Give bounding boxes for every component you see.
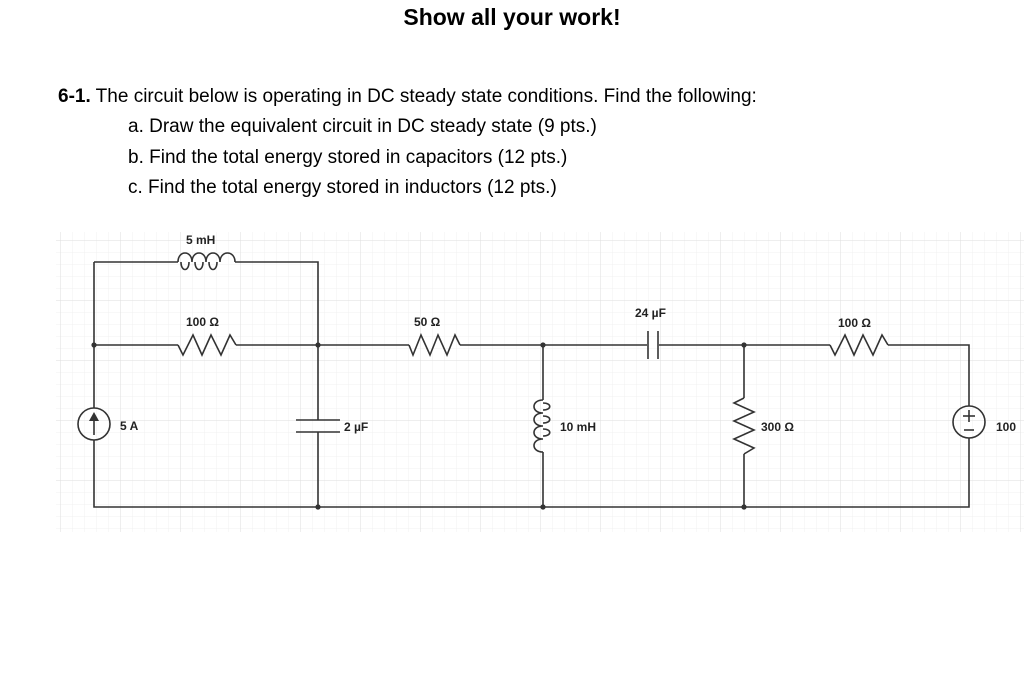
problem-item-b: b. Find the total energy stored in capacitors (12 pts.) [128,146,568,168]
grid-background [56,232,1024,532]
resistor-50-label: 50 Ω [414,315,441,329]
resistor-100-left-label: 100 Ω [186,315,219,329]
current-source-label: 5 A [120,419,139,433]
capacitor-24uf-label: 24 µF [635,306,666,320]
page-title: Show all your work! [403,4,621,30]
inductor-5mh-label: 5 mH [186,233,216,247]
resistor-100-right-label: 100 Ω [838,316,871,330]
voltage-source-label: 100 [996,420,1017,434]
problem-number: 6-1. [58,86,91,107]
problem-text: The circuit below is operating in DC steady state conditions. Find the following: [90,86,757,107]
problem-item-a: a. Draw the equivalent circuit in DC steady state (9 pts.) [128,116,597,137]
problem-item-c: c. Find the total energy stored in inductors (12 pts.) [128,177,557,198]
resistor-300-label: 300 Ω [761,420,794,434]
capacitor-2uf-label: 2 µF [344,420,369,434]
inductor-10mh-label: 10 mH [560,420,597,434]
